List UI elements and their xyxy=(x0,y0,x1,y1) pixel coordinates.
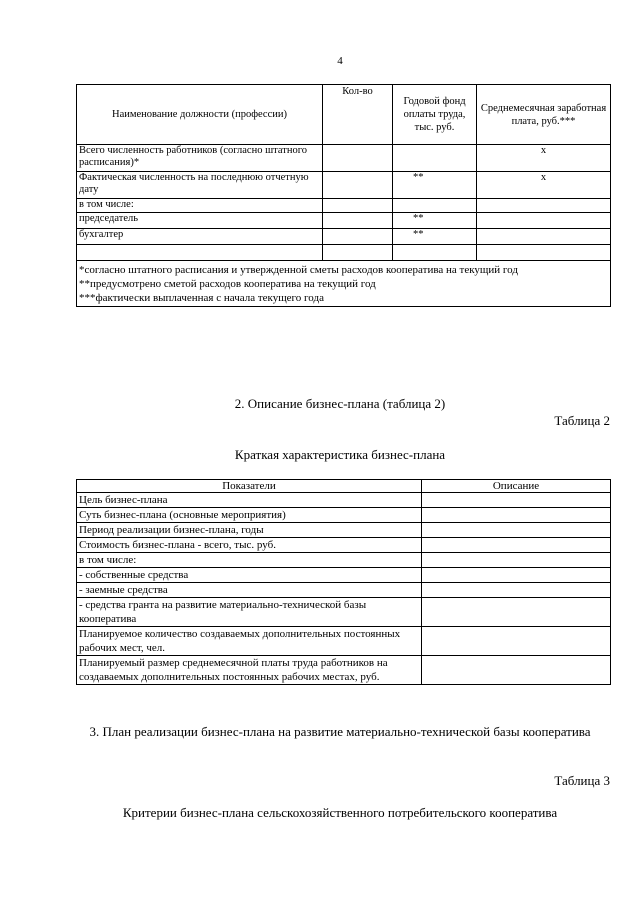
indicator-cell: Суть бизнес-плана (основные мероприятия) xyxy=(77,508,422,523)
table-row xyxy=(77,145,611,172)
description-cell xyxy=(422,493,611,508)
indicator-cell: Стоимость бизнес-плана - всего, тыс. руб. xyxy=(77,538,422,553)
header-position: Наименование должности (профессии) xyxy=(77,85,323,145)
table-notes xyxy=(77,261,611,307)
row-salary xyxy=(477,245,611,261)
description-cell xyxy=(422,568,611,583)
indicator-cell: Планируемый размер среднемесячной платы труда работников на создаваемых дополнительных постоянных рабочих местах, руб. xyxy=(77,656,422,685)
header-avg-salary: Среднемесячная заработная плата, руб.*** xyxy=(477,85,611,145)
table-row xyxy=(77,598,611,627)
indicator-cell: Планируемое количество создаваемых дополнительных постоянных рабочих мест, чел. xyxy=(77,627,422,656)
indicator-cell: - заемные средства xyxy=(77,583,422,598)
indicator-cell: Период реализации бизнес-плана, годы xyxy=(77,523,422,538)
row-fund: ** xyxy=(393,213,477,229)
row-count xyxy=(323,229,393,245)
row-count xyxy=(323,245,393,261)
row-salary: х xyxy=(477,145,611,172)
row-count xyxy=(323,145,393,172)
table-row xyxy=(77,583,611,598)
header-count: Кол-во xyxy=(323,85,393,145)
note-2: **предусмотрено сметой расходов кооператива на текущий год xyxy=(79,278,376,290)
header-indicators: Показатели xyxy=(77,480,422,493)
description-cell xyxy=(422,583,611,598)
business-plan-table xyxy=(76,479,611,685)
table-row xyxy=(77,656,611,685)
staff-table xyxy=(76,84,611,307)
indicator-cell: Цель бизнес-плана xyxy=(77,493,422,508)
header-description: Описание xyxy=(422,480,611,493)
description-cell xyxy=(422,627,611,656)
row-salary: х xyxy=(477,172,611,199)
table-row xyxy=(77,199,611,213)
table-row xyxy=(77,245,611,261)
indicator-cell: - средства гранта на развитие материально-технической базы кооператива xyxy=(77,598,422,627)
page-number: 4 xyxy=(337,55,343,67)
indicator-cell: - собственные средства xyxy=(77,568,422,583)
header-annual-fund: Годовой фонд оплаты труда, тыс. руб. xyxy=(393,85,477,145)
row-fund: ** xyxy=(393,172,477,199)
indicator-cell: в том числе: xyxy=(77,553,422,568)
row-label: в том числе: xyxy=(77,199,323,213)
table-row xyxy=(77,213,611,229)
row-label: бухгалтер xyxy=(77,229,323,245)
row-count xyxy=(323,172,393,199)
table-2-label: Таблица 2 xyxy=(554,413,610,428)
table-row xyxy=(77,553,611,568)
row-label xyxy=(77,245,323,261)
table-3-caption: Критерии бизнес-плана сельскохозяйственного потребительского кооператива xyxy=(122,805,558,820)
row-salary xyxy=(477,229,611,245)
row-salary xyxy=(477,213,611,229)
row-count xyxy=(323,199,393,213)
table-row xyxy=(77,229,611,245)
note-3: ***фактически выплаченная с начала текущего года xyxy=(79,292,324,304)
table-row xyxy=(77,508,611,523)
row-fund xyxy=(393,199,477,213)
note-1: *согласно штатного расписания и утвержденной сметы расходов кооператива на текущий год xyxy=(79,264,518,276)
description-cell xyxy=(422,523,611,538)
row-fund: ** xyxy=(393,229,477,245)
row-salary xyxy=(477,199,611,213)
table-row xyxy=(77,172,611,199)
row-label: Всего численность работников (согласно штатного расписания)* xyxy=(77,145,323,172)
row-label: председатель xyxy=(77,213,323,229)
row-label: Фактическая численность на последнюю отчетную дату xyxy=(77,172,323,199)
section-3-heading: 3. План реализации бизнес-плана на развитие материально-технической базы кооператива xyxy=(89,724,591,739)
table-row xyxy=(77,523,611,538)
description-cell xyxy=(422,508,611,523)
description-cell xyxy=(422,553,611,568)
row-fund xyxy=(393,245,477,261)
section-2-heading: 2. Описание бизнес-плана (таблица 2) xyxy=(234,396,446,411)
table-row xyxy=(77,538,611,553)
description-cell xyxy=(422,538,611,553)
row-count xyxy=(323,213,393,229)
table-row xyxy=(77,568,611,583)
description-cell xyxy=(422,598,611,627)
description-cell xyxy=(422,656,611,685)
table-2-caption: Краткая характеристика бизнес-плана xyxy=(234,447,446,462)
table-row xyxy=(77,627,611,656)
table-row xyxy=(77,493,611,508)
row-fund xyxy=(393,145,477,172)
table-3-label: Таблица 3 xyxy=(554,773,610,788)
